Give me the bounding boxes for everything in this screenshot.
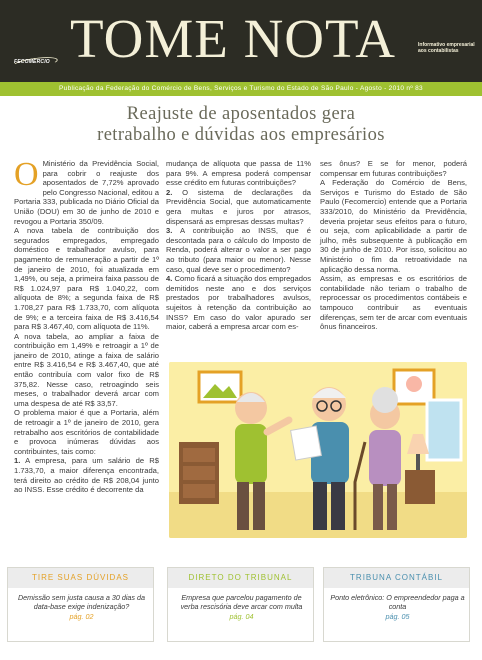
publication-info-bar: Publicação da Federação do Comércio de Bens, Serviços e Turismo do Estado de São Paulo - Agosto - 2010 nº 83 (0, 82, 482, 96)
teaser-page: pág. 02 (69, 611, 94, 621)
teaser-text-wrap (330, 593, 465, 621)
illustration-art (169, 362, 467, 538)
article-headline (30, 104, 452, 146)
question-text: O sistema de declarações da Previdência Social, que automaticamente gera multas e juros por atrasos, dispensará as empresas dessas multas? (166, 187, 311, 226)
fecomercio-logo (12, 58, 58, 68)
paragraph: A nova tabela, ao ampliar a faixa de contribuição em 1,49% e retroagir a 1º de janeiro de 2010, atinge a faixa de salário entre R$ 3.416,54 e R$ 3.467,40, que até então contribuía com valor fixo de R$ 375,82. Nesse caso, retroagindo seis meses, o trabalhador deverá arcar com uma despesa de até R$ 33,57. (14, 331, 159, 408)
paragraph: Ministério da Previdência Social, para cobrir o reajuste dos aposentados de 7,72% aprovado pelo Congresso Nacional, editou a Portaria 333, publicada no Diário Oficial da União (DOU) em 30 de junho de 2010 e revogou a Portaria 350/09. (14, 159, 159, 226)
headline-line-1: Reajuste de aposentados gera (126, 104, 356, 124)
elderly-people-illustration (169, 362, 467, 538)
paragraph: A nova tabela de contribuição dos segurados empregados, empregado doméstico e trabalhador avulso, para pagamento de remuneração a partir de 1º de janeiro de 2010, foi atualizada em 1,49%, ou seja, a primeira faixa passou de R$ 1.024,97 para R$ 1.040,22, com alíquota de 8%; a segunda faixa de R$ 1.708,27 para R$ 1.733,70, com alíquota de 9%; e a terceira faixa de R$ 3.416,54 para R$ 3.467,40, com alíquota de 11%. (14, 226, 159, 332)
teaser-text: Demissão sem justa causa a 30 dias da data-base exige indenização? (17, 593, 146, 612)
teaser-title: TRIBUNA CONTÁBIL (324, 568, 469, 588)
question-text: A contribuição ao INSS, que é descontada para o cálculo do Imposto de Renda, poderá alterar o valor a ser pago ao tributo (para maior ou menor). Nesse caso, qual deve ser o procedimento? (166, 226, 311, 274)
article-column-3 (320, 159, 467, 332)
teaser-text-wrap (174, 593, 309, 621)
headline-line-2: retrabalho e dúvidas aos empresários (97, 125, 385, 145)
question-number: 1. (14, 456, 21, 466)
paragraph: O problema maior é que a Portaria, além de retroagir a 1º de janeiro de 2010, gera retrabalho aos escritórios de contabilidade e provoca inúmeras dúvidas aos contribuintes, tais como: (14, 408, 159, 456)
question-item (166, 274, 311, 332)
teaser-tire-suas-duvidas[interactable] (7, 567, 154, 642)
teaser-text: Ponto eletrônico: O empreendedor paga a conta (330, 593, 465, 612)
question-text: Como ficará a situação dos empregados demitidos neste ano e dos serviços prestados por trabalhadores avulsos, sujeitos à retenção da contribuição ao INSS? Em caso do valor apurado ser maior, caberá a empresa arcar com es- (166, 274, 311, 332)
teaser-text: Empresa que parcelou pagamento de verba rescisória deve arcar com multa (180, 593, 303, 612)
question-number: 3. (166, 226, 173, 236)
teaser-title: TIRE SUAS DÚVIDAS (8, 568, 153, 588)
article-column-2 (166, 159, 311, 332)
paragraph: mudança de alíquota que passa de 11% para 9%. A empresa poderá compensar esse crédito em futuras contribuições? (166, 159, 311, 188)
question-text: A empresa, para um salário de R$ 1.733,70, a maior diferença encontrada, terá direito ao crédito de R$ 208,04 junto ao INSS. Esse crédito é decorrente da (14, 456, 159, 495)
paragraph: Assim, as empresas e os escritórios de contabilidade não teriam o trabalho de reprocessar os procedimentos contábeis e tampouco contribuir as eventuais diferenças, sem ter de arcar com eventuais ônus financeiros. (320, 274, 467, 332)
publication-subtitle: Informativo empresarial aos contabilistas (418, 42, 475, 54)
teaser-page: pág. 04 (229, 611, 254, 621)
masthead (0, 0, 482, 82)
question-item (166, 188, 311, 226)
publication-title: TOME NOTA (70, 8, 396, 69)
teaser-text-wrap (14, 593, 149, 621)
article-column-1 (14, 156, 159, 495)
teaser-title: DIRETO DO TRIBUNAL (168, 568, 313, 588)
teaser-tribuna-contabil[interactable] (323, 567, 470, 642)
teaser-page: pág. 05 (385, 611, 410, 621)
question-number: 4. (166, 274, 173, 284)
question-item (14, 456, 159, 494)
brand-name: FECOMERCIO (14, 59, 50, 65)
question-number: 2. (166, 187, 173, 197)
drop-cap: O (14, 156, 39, 193)
teaser-direto-do-tribunal[interactable] (167, 567, 314, 642)
question-item (166, 226, 311, 274)
paragraph: ses ônus? E se for menor, poderá compensar em futuras contribuições? (320, 159, 467, 178)
paragraph: A Federação do Comércio de Bens, Serviços e Turismo do Estado de São Paulo (Fecomercio) entende que a Portaria 333/2010, do Ministério da Previdência, deveria projetar seus efeitos para o futuro, ou seja, com aplicabilidade a partir de julho, mês subsequente à publicação em 30 de junho de 2010. Por isso, solicitou ao Ministério o fim da retroatividade na aplicação dessa norma. (320, 178, 467, 274)
